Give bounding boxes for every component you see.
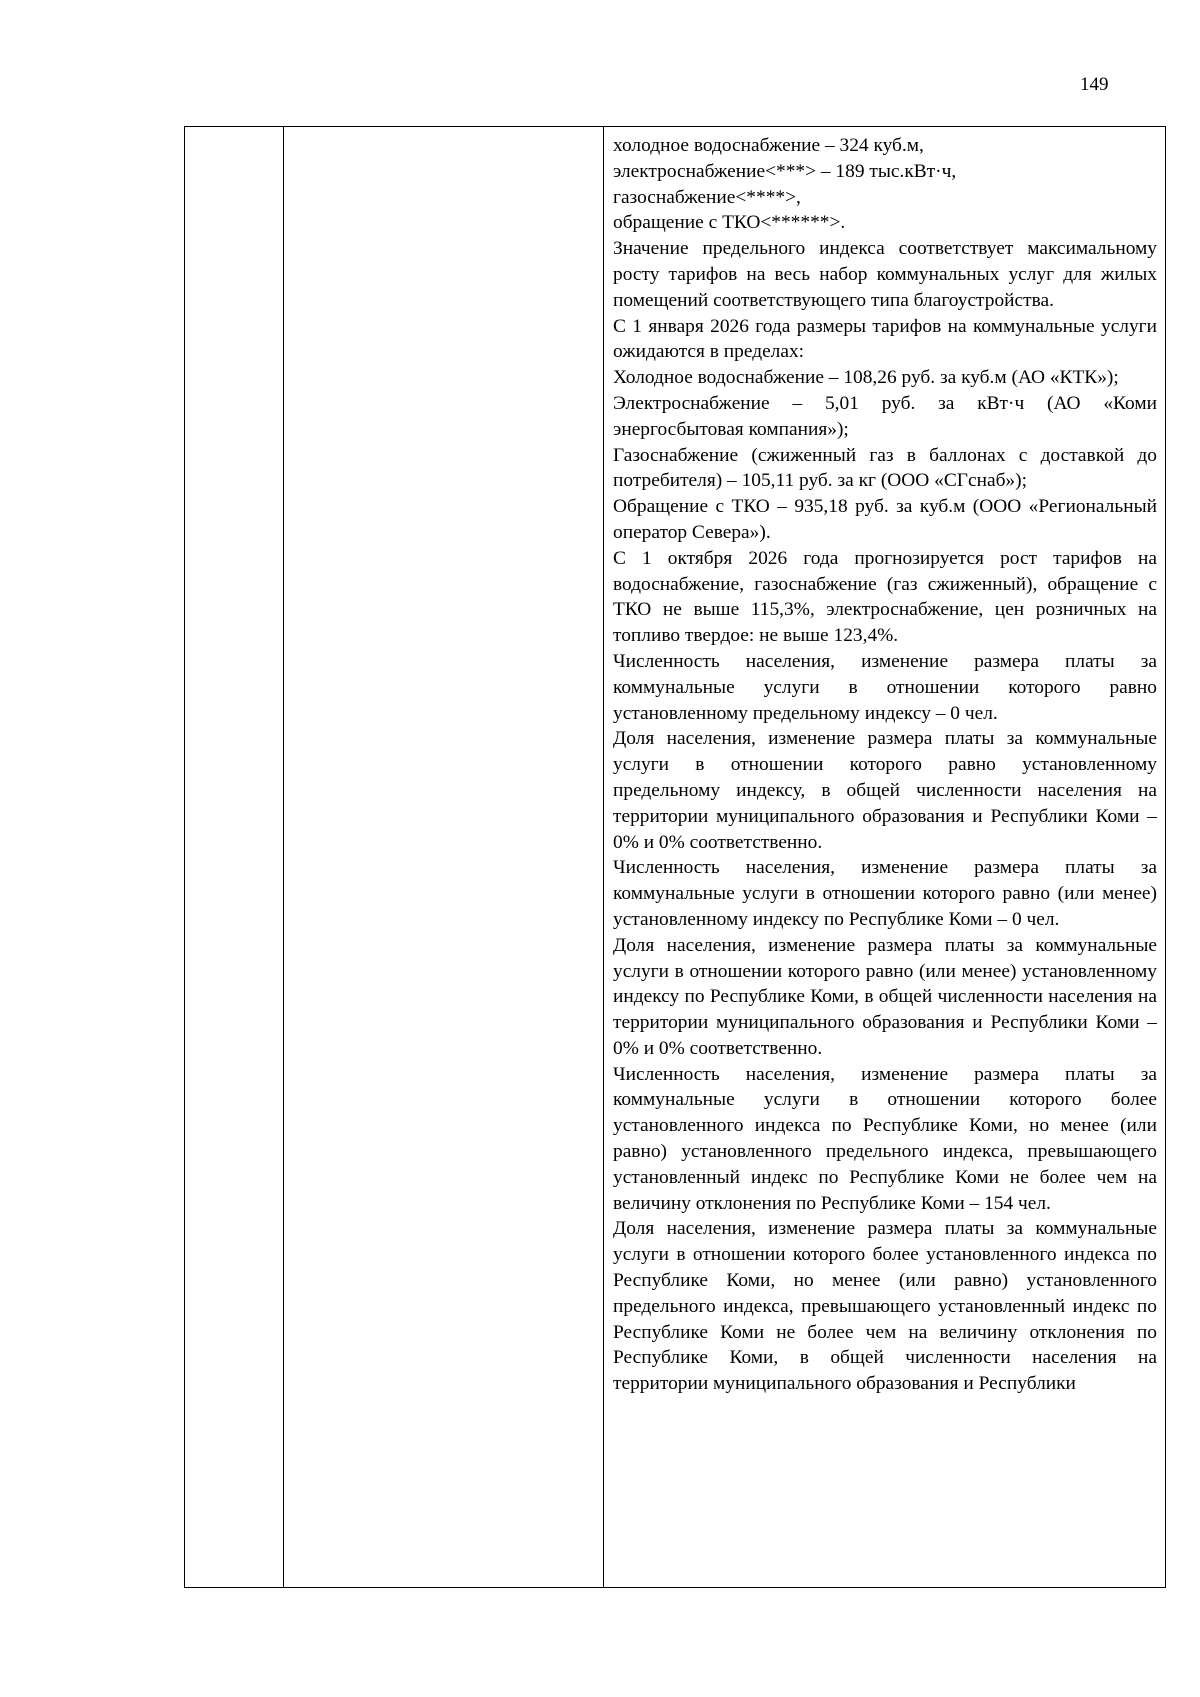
document-table xyxy=(184,126,1166,1588)
paragraph: Доля населения, изменение размера платы за коммунальные услуги в отношении которого более установленного индекса по Республике Коми, но менее (или равно) установленного предельного индекса, превышающего установленный индекс по Республике Коми не более чем на величину отклонения по Республике Коми, в общей численности населения на территории муниципального образования и Республики xyxy=(613,1218,1157,1395)
paragraph: газоснабжение<****>, xyxy=(613,186,801,208)
paragraph: С 1 января 2026 года размеры тарифов на коммунальные услуги ожидаются в пределах: xyxy=(613,315,1157,363)
paragraph: Обращение с ТКО – 935,18 руб. за куб.м (ООО «Региональный оператор Севера»). xyxy=(613,496,1157,543)
cell-text-block xyxy=(604,127,1165,1397)
table-cell-column-2 xyxy=(284,127,604,1588)
paragraph: Газоснабжение (сжиженный газ в баллонах с доставкой до потребителя) – 105,11 руб. за кг (ООО «СГснаб»); xyxy=(613,444,1157,492)
table-cell-column-1 xyxy=(185,127,284,1588)
paragraph: Численность населения, изменение размера платы за коммунальные услуги в отношении которого более установленного индекса по Республике Коми, но менее (или равно) установленного предельного индекса, превышающего установленный индекс по Республике Коми не более чем на величину отклонения по Республике Коми – 154 чел. xyxy=(613,1063,1157,1214)
paragraph: обращение с ТКО<******>. xyxy=(613,212,846,234)
paragraph: Холодное водоснабжение – 108,26 руб. за куб.м (АО «КТК»); xyxy=(613,367,1119,389)
table-cell-column-3 xyxy=(604,127,1166,1588)
paragraph: С 1 октября 2026 года прогнозируется рост тарифов на водоснабжение, газоснабжение (газ сжиженный), обращение с ТКО не выше 115,3%, электроснабжение, цен розничных на топливо твердое: не выше 123,4%. xyxy=(613,547,1157,647)
paragraph: холодное водоснабжение – 324 куб.м, xyxy=(613,135,924,156)
page-number: 149 xyxy=(1080,74,1109,95)
paragraph: электроснабжение<***> – 189 тыс.кВт·ч, xyxy=(613,160,957,182)
paragraph: Значение предельного индекса соответствует максимальному росту тарифов на весь набор коммунальных услуг для жилых помещений соответствующего типа благоустройства. xyxy=(613,238,1157,311)
paragraph: Электроснабжение – 5,01 руб. за кВт·ч (АО «Коми энергосбытовая компания»); xyxy=(613,392,1157,440)
paragraph: Численность населения, изменение размера платы за коммунальные услуги в отношении которого равно (или менее) установленному индексу по Республике Коми – 0 чел. xyxy=(613,857,1157,930)
paragraph: Доля населения, изменение размера платы за коммунальные услуги в отношении которого равно (или менее) установленному индексу по Республике Коми, в общей численности населения на территории муниципального образования и Республики Коми – 0% и 0% соответственно. xyxy=(613,934,1157,1059)
table-row xyxy=(185,127,1166,1588)
paragraph: Доля населения, изменение размера платы за коммунальные услуги в отношении которого равно установленному предельному индексу, в общей численности населения на территории муниципального образования и Республики Коми – 0% и 0% соответственно. xyxy=(613,728,1157,853)
paragraph: Численность населения, изменение размера платы за коммунальные услуги в отношении которого равно установленному предельному индексу – 0 чел. xyxy=(613,650,1157,724)
